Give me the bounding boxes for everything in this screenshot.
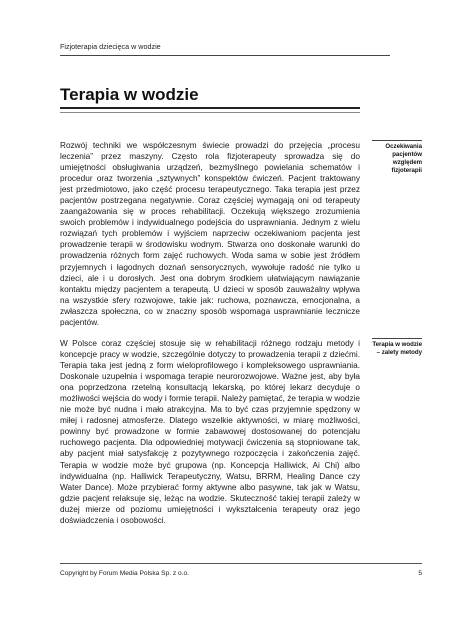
footer-rule	[60, 563, 422, 564]
margin-note-rule	[372, 140, 422, 141]
running-header: Fizjoterapia dziecięca w wodzie	[60, 42, 390, 56]
page-number: 5	[418, 570, 422, 577]
footer-copyright: Copyright by Forum Media Polska Sp. z o.o.	[60, 570, 189, 577]
body-paragraph: W Polsce coraz częściej stosuje się w rehabilitacji różnego rodzaju metody i koncepcje pracy w wodzie, szczególnie dotyczy to prowadzenia terapii z dziećmi. Terapia taka jest jedną z form wieloprofilowego i kompleksowego usprawniania. Doskonale uzupełnia i wspomaga terapie neurorozwojowe. Ważne jest, aby była ona poprzedzona rzetelną konsultacją lekarską, po której lekarz decyduje o możliwości wejścia do wody i formie terapii. Należy pamiętać, że terapia w wodzie nie może być nudna i mało atrakcyjna. Ma to być czas przyjemnie spędzony w miłej i radosnej atmosferze. Dlatego wszelkie aktywności, w miarę możliwości, powinny być prowadzone w formie zabawowej dostosowanej do potencjału ruchowego pacjenta. Dla odpowiedniej motywacji ćwiczenia są stopniowane tak, aby pacjent miał satysfakcję z pozytywnego rozpoczęcia i zakończenia zajęć. Terapia w wodzie może być grupowa (np. Koncepcja Halliwick, Ai Chi) albo indywidualna (np. Halliwick Terapeutyczny, Watsu, BRRM, Healing Dance czy Water Dance). Może przybierać formy aktywne albo pasywne, tak jak w Watsu, gdzie pacjent relaksuje się, leżąc na wodzie. Skuteczność takiej terapii zależy w dużej mierze od poziomu umiejętności i wykształcenia terapeuty oraz jego doświadczenia i osobowości.	[60, 339, 360, 525]
margin-note-rule	[372, 338, 422, 339]
chapter-title: Terapia w wodzie	[60, 85, 199, 104]
margin-note: Terapia w wodzie – zalety metody	[372, 341, 422, 356]
body-paragraph: Rozwój techniki we współczesnym świecie prowadzi do przejęcia „procesu leczenia” przez maszyny. Często rola fizjoterapeuty sprowadza się do umiejętności obsługiwania urządzeń, bezmyślnego powielania schematów i procedur oraz tworzenia „sztywnych” konspektów ćwiczeń. Pacjent traktowany jest przedmiotowo, jako część procesu terapeutycznego. Taka terapia jest przez pacjentów postrzegana negatywnie. Coraz częściej wymagają oni od terapeuty zaangażowania się w proces rehabilitacji. Oczekują większego zrozumienia swoich problemów i indywidualnego podejścia do usprawniania. Jednym z wielu rozwiązań tych problemów i wyjściem naprzeciw oczekiwaniom pacjenta jest prowadzenie terapii w środowisku wodnym. Stwarza ono doskonałe warunki do prowadzenia różnych form zajęć ruchowych. Woda sama w sobie jest źródłem przyjemnych i łagodnych doznań sensorycznych, wywołuje radość nie tylko u dzieci, ale i u dorosłych. Jest ona dobrym środkiem ułatwiającym nawiązanie kontaktu między pacjentem a terapeutą. U dzieci w sposób zauważalny wpływa na wszystkie sfery rozwojowe, takie jak: ruchowa, poznawcza, emocjonalna, a zwłaszcza społeczna, co w znaczny sposób wspomaga usprawnianie lecznicze pacjentów.	[60, 141, 360, 327]
title-rule	[60, 107, 360, 109]
title-rule-thin	[60, 112, 360, 113]
margin-note: Oczekiwania pacjentów względem fizjoterapii	[385, 143, 422, 174]
